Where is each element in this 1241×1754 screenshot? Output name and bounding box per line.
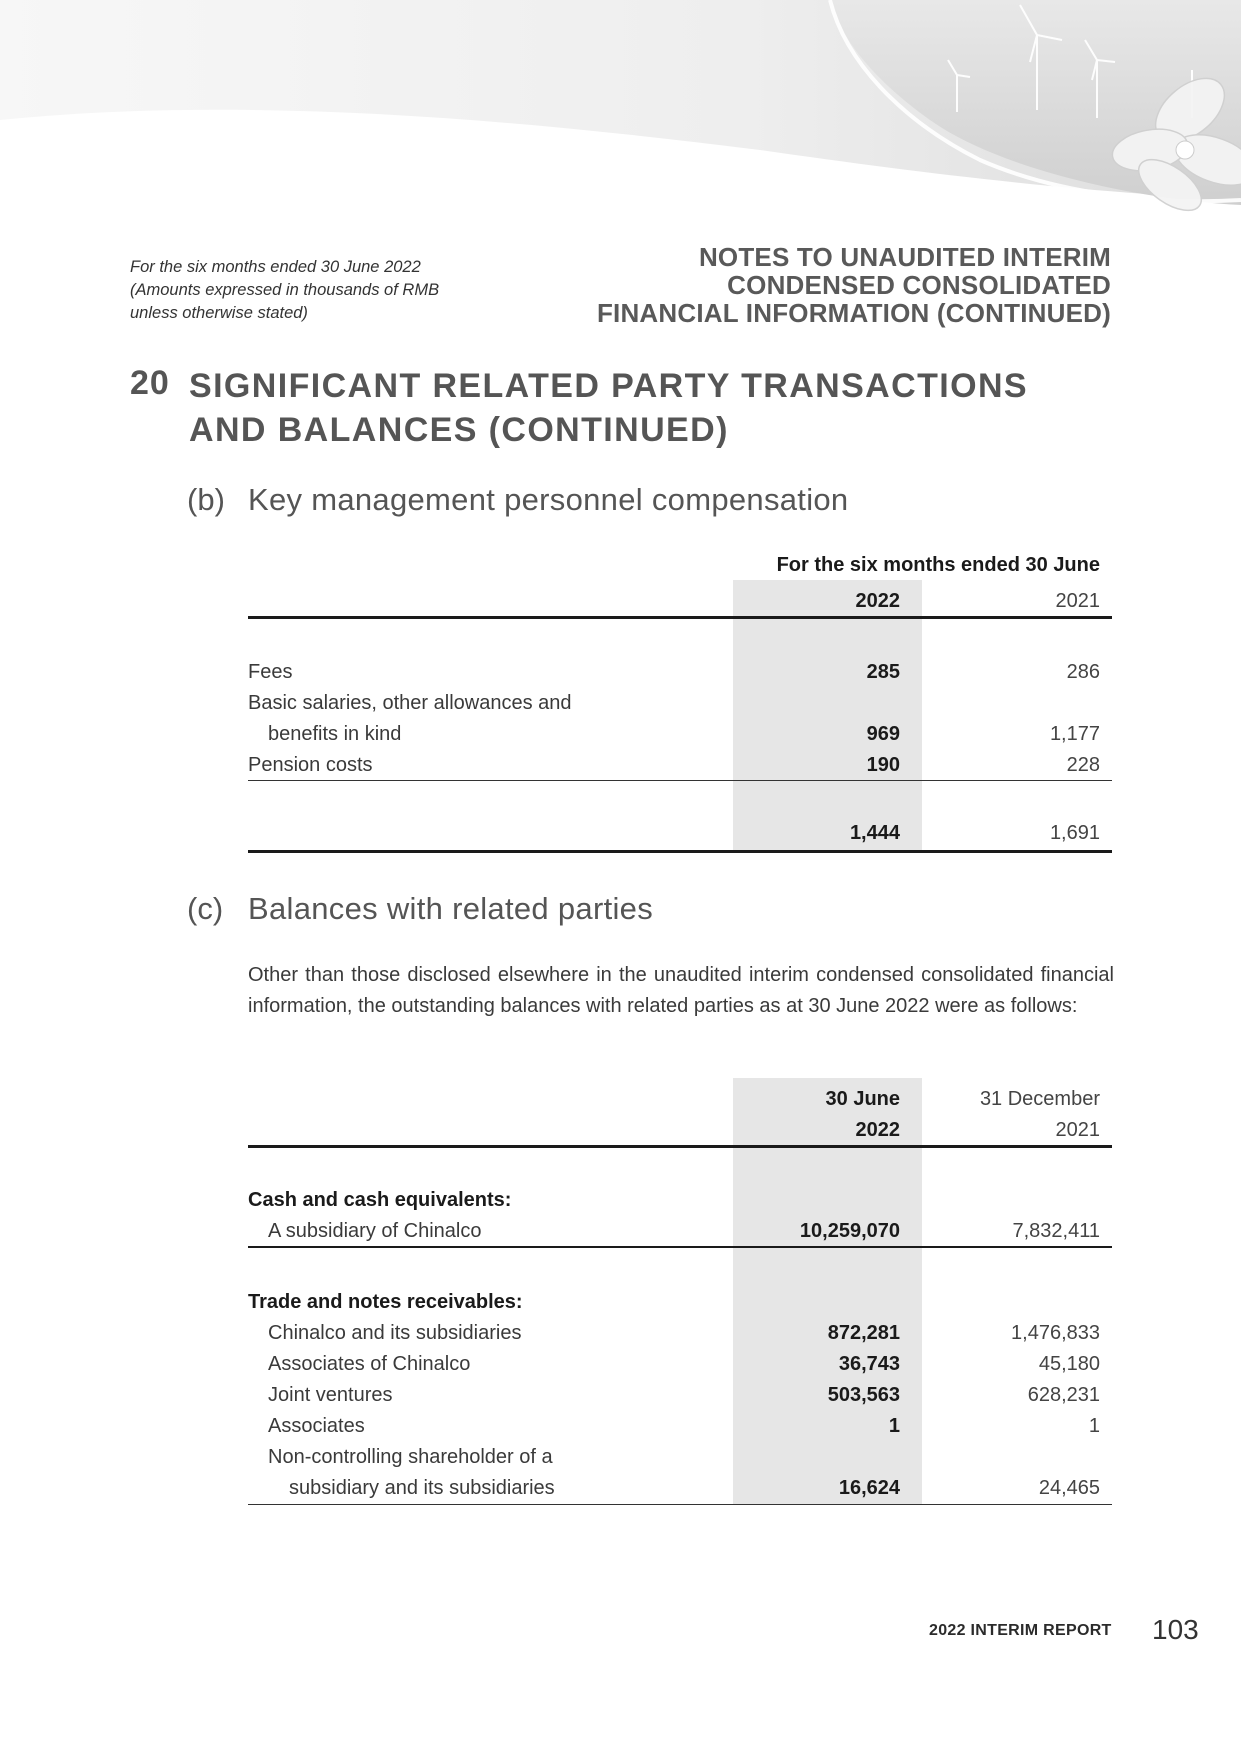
meta-line: For the six months ended 30 June 2022 <box>130 258 421 276</box>
value-2021: 1,177 <box>1049 723 1100 745</box>
running-title-line: FINANCIAL INFORMATION (CONTINUED) <box>596 298 1111 328</box>
row-label: Joint ventures <box>268 1384 393 1406</box>
total-2021: 1,691 <box>1049 822 1100 844</box>
meta-line: (Amounts expressed in thousands of RMB <box>130 281 440 299</box>
subsection-c-title: Balances with related parties <box>248 891 654 926</box>
column-header-2022: 2022 <box>855 590 900 612</box>
row-label: Basic salaries, other allowances and <box>248 692 572 714</box>
value-current: 16,624 <box>838 1477 900 1499</box>
row-label-continued: subsidiary and its subsidiaries <box>289 1477 555 1499</box>
value-2021: 228 <box>1066 754 1100 776</box>
page-number: 103 <box>1152 1614 1199 1645</box>
value-prior: 7,832,411 <box>1012 1220 1100 1242</box>
report-period-note <box>130 256 490 325</box>
row-label: Fees <box>248 661 293 683</box>
column-header-prior-line2: 2021 <box>1055 1119 1100 1141</box>
header-rule <box>248 616 1112 619</box>
row-label: Non-controlling shareholder of a <box>268 1446 553 1468</box>
page-running-title <box>597 243 1111 327</box>
value-current: 872,281 <box>827 1322 900 1344</box>
meta-line: unless otherwise stated) <box>130 304 308 322</box>
subsection-b-title: Key management personnel compensation <box>248 482 849 517</box>
group-rule <box>248 1246 1112 1248</box>
value-2022: 969 <box>866 723 900 745</box>
period-header: For the six months ended 30 June <box>776 554 1100 576</box>
subsection-c-label: (c) <box>187 891 224 926</box>
group-heading: Trade and notes receivables: <box>248 1291 523 1313</box>
value-2021: 286 <box>1066 661 1100 683</box>
section-number: 20 <box>130 364 170 402</box>
row-label: Associates <box>268 1415 365 1437</box>
row-label: A subsidiary of Chinalco <box>268 1220 482 1242</box>
subtotal-rule <box>248 780 1112 781</box>
subsection-b-label: (b) <box>187 482 225 517</box>
value-current: 503,563 <box>827 1384 900 1406</box>
column-header-current-line1: 30 June <box>825 1088 900 1110</box>
value-current: 10,259,070 <box>799 1220 900 1242</box>
value-prior: 1 <box>1088 1415 1100 1437</box>
row-label: Associates of Chinalco <box>268 1353 471 1375</box>
section-title: SIGNIFICANT RELATED PARTY TRANSACTIONS AND BALANCES (CONTINUED) <box>189 367 1028 449</box>
compensation-table <box>248 548 1112 853</box>
running-title-line: CONDENSED CONSOLIDATED <box>727 270 1111 300</box>
current-year-column-shade <box>733 580 922 853</box>
total-rule <box>248 850 1112 853</box>
group-end-rule <box>248 1504 1112 1505</box>
group-heading: Cash and cash equivalents: <box>248 1189 512 1211</box>
total-2022: 1,444 <box>849 822 900 844</box>
value-2022: 190 <box>866 754 900 776</box>
column-header-current-line2: 2022 <box>855 1119 900 1141</box>
value-current: 36,743 <box>838 1353 900 1375</box>
column-header-prior-line1: 31 December <box>979 1088 1100 1110</box>
value-prior: 628,231 <box>1027 1384 1100 1406</box>
column-header-2021: 2021 <box>1055 590 1100 612</box>
header-banner-image <box>0 0 1241 215</box>
report-name: 2022 INTERIM REPORT <box>929 1622 1112 1639</box>
row-label: Pension costs <box>248 754 373 776</box>
value-2022: 285 <box>866 661 900 683</box>
value-prior: 24,465 <box>1038 1477 1100 1499</box>
row-label: Chinalco and its subsidiaries <box>268 1322 522 1344</box>
running-title-line: NOTES TO UNAUDITED INTERIM <box>698 242 1111 272</box>
row-label-continued: benefits in kind <box>268 723 402 745</box>
related-party-balances-table <box>248 1078 1112 1508</box>
balances-intro-paragraph: Other than those disclosed elsewhere in the unaudited interim condensed consolidated financial information, the outstanding balances with related parties as at 30 June 2022 were as follows: <box>248 964 1114 1017</box>
value-prior: 45,180 <box>1038 1353 1100 1375</box>
header-rule <box>248 1145 1112 1148</box>
value-current: 1 <box>888 1415 900 1437</box>
value-prior: 1,476,833 <box>1011 1322 1100 1344</box>
